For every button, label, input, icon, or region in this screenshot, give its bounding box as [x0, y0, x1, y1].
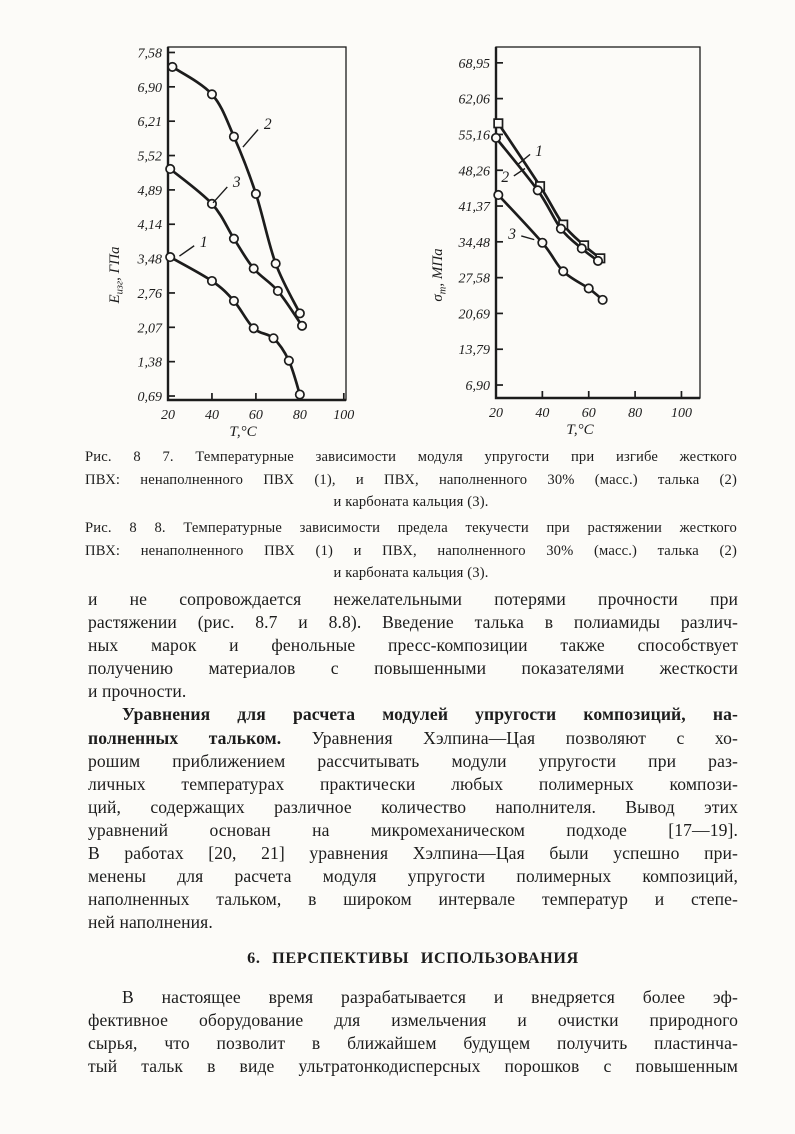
svg-text:5,52: 5,52: [137, 149, 162, 165]
text-line: тый тальк в виде ультратонкодисперсных порошков с повышенным: [88, 1055, 738, 1076]
body-text: [88, 588, 738, 1078]
text-line: В настоящее время разрабатывается и внедряется более эф-: [122, 986, 738, 1007]
text-line: рошим приближением рассчитывать модули упругости при раз-: [88, 750, 738, 771]
figure-8-8-caption: [85, 517, 737, 585]
text-run: Уравнения Хэлпина—Цая позволяют с хо-: [281, 727, 738, 748]
text-line: [88, 727, 738, 750]
text-line: наполненных тальком, в широком интервале температур и степе-: [88, 889, 738, 910]
text-line: ней наполнения.: [88, 912, 213, 933]
text-line: В работах [20, 21] уравнения Хэлпина—Цая были успешно при-: [88, 843, 738, 864]
caption-line: и карбоната кальция (3).: [333, 494, 489, 510]
svg-text:1: 1: [199, 234, 208, 252]
svg-text:80: 80: [292, 408, 307, 423]
svg-text:80: 80: [628, 406, 643, 421]
svg-text:3,48: 3,48: [137, 252, 162, 268]
caption-line: Рис. 8 7. Температурные зависимости модуля упругости при изгибе жесткого: [85, 449, 737, 465]
svg-text:6,90: 6,90: [465, 379, 490, 395]
svg-text:41,37: 41,37: [458, 200, 490, 216]
svg-text:62,06: 62,06: [458, 92, 490, 108]
bold-lead-in: полненных тальком.: [88, 727, 282, 748]
text-line: получению материалов с повышенными показателями жесткости: [88, 658, 738, 679]
svg-text:20: 20: [161, 408, 175, 423]
svg-text:60: 60: [248, 408, 263, 423]
text-line: растяжении (рис. 8.7 и 8.8). Введение талька в полиамиды различ-: [88, 612, 738, 633]
text-line: и прочности.: [88, 681, 187, 702]
svg-text:20: 20: [489, 406, 503, 421]
caption-line: и карбоната кальция (3).: [333, 565, 489, 581]
svg-text:40: 40: [204, 408, 219, 423]
caption-line: ПВХ: ненаполненного ПВХ (1) и ПВХ, наполненного 30% (масс.) талька (2): [85, 542, 737, 559]
svg-text:40: 40: [535, 406, 550, 421]
svg-text:4,89: 4,89: [137, 183, 162, 199]
svg-text:3: 3: [508, 225, 517, 243]
svg-text:20,69: 20,69: [458, 307, 490, 323]
svg-text:6,90: 6,90: [137, 80, 162, 96]
svg-text:2: 2: [263, 116, 272, 134]
svg-text:13,79: 13,79: [458, 343, 490, 359]
text-line: и не сопровождается нежелательными потерями прочности при: [88, 589, 738, 609]
paragraph-strength: [88, 588, 738, 703]
text-line: ных марок и фенольные пресс-композиции также способствует: [88, 635, 738, 656]
section-heading: 6. ПЕРСПЕКТИВЫ ИСПОЛЬЗОВАНИЯ: [247, 949, 579, 968]
svg-text:2,76: 2,76: [137, 286, 162, 302]
svg-text:68,95: 68,95: [458, 56, 490, 72]
svg-text:6,21: 6,21: [137, 115, 162, 131]
svg-text:100: 100: [670, 406, 692, 421]
text-line: сырья, что позволит в ближайшем будущем получить пластинча-: [88, 1032, 738, 1053]
caption-line: ПВХ: ненаполненного ПВХ (1), и ПВХ, наполненного 30% (масс.) талька (2): [85, 471, 737, 488]
svg-text:1: 1: [535, 142, 543, 160]
svg-text:1,38: 1,38: [137, 355, 162, 371]
svg-text:48,26: 48,26: [458, 164, 490, 180]
svg-text:60: 60: [581, 406, 596, 421]
text-line: менены для расчета модуля упругости полимерных композиций,: [88, 866, 738, 887]
svg-text:Еизг, ГПа: $Е_{изг}$, ГПа: [107, 246, 126, 304]
text-line: личных температурах практически любых полимерных компози-: [88, 773, 738, 794]
text-line: Уравнения для расчета модулей упругости композиций, на-: [122, 704, 738, 725]
svg-text:100: 100: [333, 408, 355, 423]
paragraph-perspectives: [88, 986, 738, 1078]
svg-text:55,16: 55,16: [458, 128, 490, 144]
text-line: фективное оборудование для измельчения и очистки природного: [88, 1009, 738, 1030]
text-line: ций, содержащих различное количество наполнителя. Вывод этих: [88, 796, 738, 817]
svg-text:σт, МПа: $\sigma_т$, МПа: [430, 248, 449, 302]
svg-text:Т,°С: Т,°С: [566, 422, 594, 438]
figure-8-7-chart: [95, 35, 375, 447]
caption-line: Рис. 8 8. Температурные зависимости предела текучести при растяжении жесткого: [85, 520, 737, 536]
figure-8-7-caption: [85, 446, 737, 514]
text-line: уравнений основан на микромеханическом подходе [17—19].: [88, 819, 738, 840]
svg-text:Т,°С: Т,°С: [229, 424, 257, 440]
svg-text:4,14: 4,14: [137, 218, 162, 234]
svg-text:2,07: 2,07: [137, 321, 162, 337]
svg-text:3: 3: [232, 173, 241, 191]
figure-8-8-chart: [420, 35, 720, 447]
svg-text:34,48: 34,48: [458, 235, 490, 251]
svg-text:7,58: 7,58: [137, 46, 162, 62]
svg-text:2: 2: [501, 168, 510, 186]
svg-text:0,69: 0,69: [137, 390, 162, 406]
paragraph-equations: [88, 703, 738, 934]
svg-text:27,58: 27,58: [458, 271, 490, 287]
